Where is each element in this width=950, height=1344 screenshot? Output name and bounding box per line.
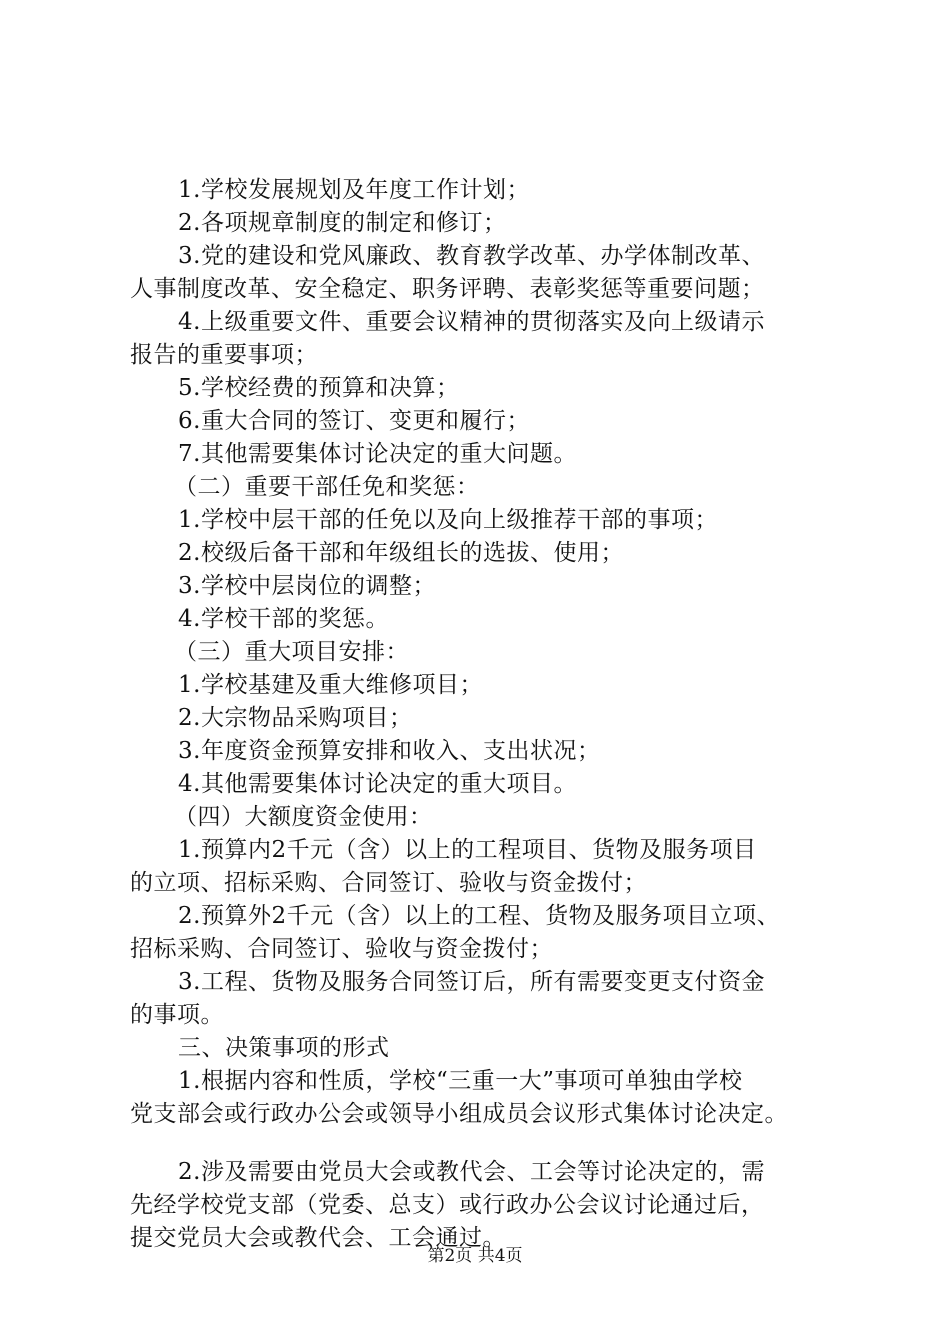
text-line: 三、决策事项的形式 xyxy=(178,1035,390,1061)
text-line: 招标采购、合同签订、验收与资金拨付； xyxy=(130,936,553,962)
text-line: 1.预算内2千元（含）以上的工程项目、货物及服务项目 xyxy=(178,837,757,863)
text-line: 3.学校中层岗位的调整； xyxy=(178,573,436,599)
text-line: 3.年度资金预算安排和收入、支出状况； xyxy=(178,738,601,764)
text-line: 提交党员大会或教代会、工会通过。 xyxy=(130,1225,506,1251)
text-line: 5.学校经费的预算和决算； xyxy=(178,375,460,401)
text-line: 4.上级重要文件、重要会议精神的贯彻落实及向上级请示 xyxy=(178,309,765,335)
text-line: （三）重大项目安排： xyxy=(174,639,409,665)
text-line: 2.大宗物品采购项目； xyxy=(178,705,413,731)
text-line: 3.工程、货物及服务合同签订后，所有需要变更支付资金 xyxy=(178,969,765,995)
text-line: 7.其他需要集体讨论决定的重大问题。 xyxy=(178,441,577,467)
text-line: 的立项、招标采购、合同签订、验收与资金拨付； xyxy=(130,870,647,896)
text-line: 3.党的建设和党风廉政、教育教学改革、办学体制改革、 xyxy=(178,243,765,269)
text-line: 2.各项规章制度的制定和修订； xyxy=(178,210,507,236)
text-line: 4.其他需要集体讨论决定的重大项目。 xyxy=(178,771,577,797)
text-line: 1.学校基建及重大维修项目； xyxy=(178,672,483,698)
text-line: 4.学校干部的奖惩。 xyxy=(178,606,389,632)
text-line: 1.学校发展规划及年度工作计划； xyxy=(178,177,530,203)
document-body xyxy=(130,174,850,1255)
text-line: 先经学校党支部（党委、总支）或行政办公会议讨论通过后， xyxy=(130,1192,765,1218)
text-line: 2.预算外2千元（含）以上的工程、货物及服务项目立项、 xyxy=(178,903,781,929)
text-line: 人事制度改革、安全稳定、职务评聘、表彰奖惩等重要问题； xyxy=(130,276,765,302)
text-line: （二）重要干部任免和奖惩： xyxy=(174,474,480,500)
text-line: 1.根据内容和性质，学校“三重一大”事项可单独由学校 xyxy=(178,1068,743,1094)
text-line: 2.校级后备干部和年级组长的选拔、使用； xyxy=(178,540,624,566)
paragraph-gap xyxy=(130,1131,850,1156)
text-line: 1.学校中层干部的任免以及向上级推荐干部的事项； xyxy=(178,507,718,533)
text-line: 的事项。 xyxy=(130,1002,224,1028)
text-line: 报告的重要事项； xyxy=(130,342,318,368)
page-footer: 第2页 共4页 xyxy=(427,1246,523,1266)
text-line: 党支部会或行政办公会或领导小组成员会议形式集体讨论决定。 xyxy=(130,1101,788,1127)
text-line: 6.重大合同的签订、变更和履行； xyxy=(178,408,530,434)
text-line: 2.涉及需要由党员大会或教代会、工会等讨论决定的，需 xyxy=(178,1159,765,1185)
text-line: （四）大额度资金使用： xyxy=(174,804,433,830)
